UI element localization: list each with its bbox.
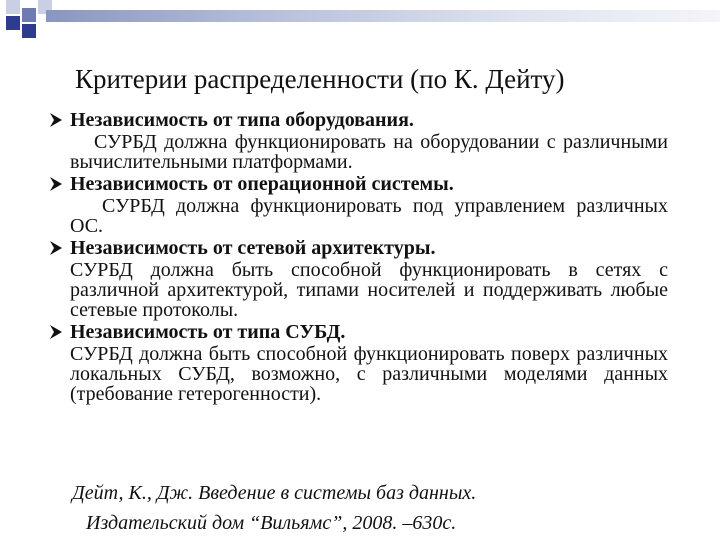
decor-square-dark — [6, 16, 20, 30]
criterion-heading: Независимость от операционной системы. — [70, 173, 454, 195]
criterion-heading: Независимость от сетевой архитектуры. — [70, 237, 436, 259]
reference-line-2: Издательский дом “Вильямс”, 2008. –630с. — [86, 512, 457, 534]
criterion-description: СУРБД должна функционировать под управлением различных ОС. — [70, 195, 668, 237]
decor-square-light — [6, 0, 20, 14]
criterion-item — [0, 320, 720, 404]
criterion-item — [0, 236, 720, 320]
arrow-bullet-icon — [49, 176, 63, 192]
criterion-item — [0, 108, 720, 172]
arrow-bullet-icon — [49, 240, 63, 256]
bibliographic-reference — [72, 478, 476, 538]
criterion-heading: Независимость от типа оборудования. — [70, 109, 414, 131]
criterion-heading: Независимость от типа СУБД. — [70, 321, 346, 343]
arrow-bullet-icon — [49, 324, 63, 340]
slide-header-decoration — [0, 0, 720, 48]
criterion-description: СУРБД должна функционировать на оборудовании с различными вычислительными платформами. — [70, 131, 668, 173]
criterion-description: СУРБД должна быть способной функционировать поверх различных локальных СУБД, возможно, с различными моделями данных (требование гетерогенности). — [70, 343, 668, 405]
criterion-description: СУРБД должна быть способной функционировать в сетях с различной архитектурой, типами носителей и поддерживать любые сетевые протоколы. — [70, 259, 668, 321]
slide-title: Критерии распределенности (по К. Дейту) — [75, 64, 565, 94]
criterion-item — [0, 172, 720, 236]
header-gradient-band — [46, 10, 720, 22]
decor-square-dark-lower — [22, 24, 36, 38]
arrow-bullet-icon — [49, 112, 63, 128]
decor-square-mid — [22, 8, 36, 22]
criteria-list — [0, 108, 720, 404]
reference-line-1: Дейт, К., Дж. Введение в системы баз данных. — [72, 482, 477, 504]
